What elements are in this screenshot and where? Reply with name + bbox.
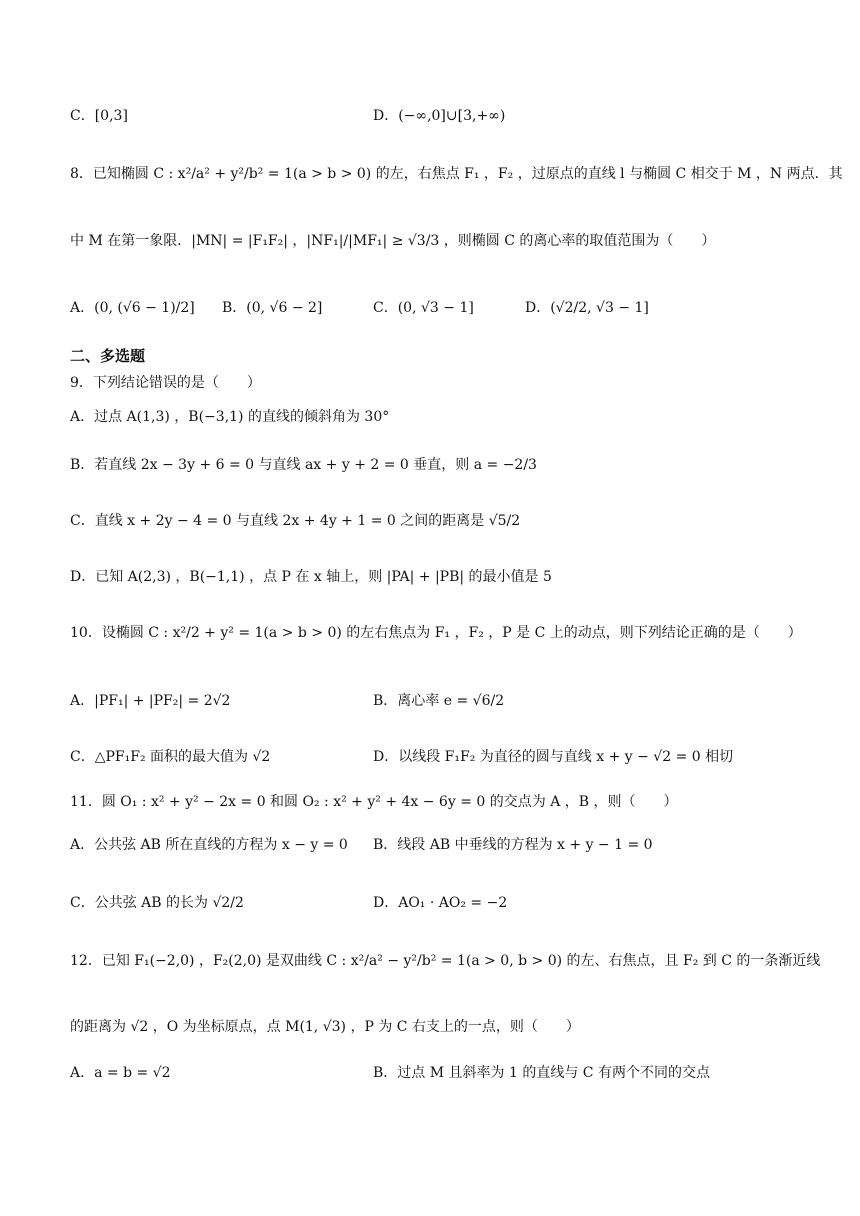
q8-option-a: A．(0, (√6 − 1)/2] [70, 300, 195, 316]
q9-stem: 9．下列结论错误的是（ ） [70, 375, 261, 391]
q12-stem-line2: 的距离为 √2 ，O 为坐标原点，点 M(1, √3) ，P 为 C 右支上的一点，则（ ） [70, 1019, 580, 1035]
q11-option-c: C．公共弦 AB 的长为 √2/2 [70, 895, 244, 911]
q12-option-b: B．过点 M 且斜率为 1 的直线与 C 有两个不同的交点 [373, 1065, 710, 1081]
q9-option-c: C．直线 x + 2y − 4 = 0 与直线 2x + 4y + 1 = 0 之间的距离是 √5/2 [70, 513, 521, 529]
q8-stem-line2: 中 M 在第一象限．|MN| = |F₁F₂| ，|NF₁|/|MF₁| ≥ √3/3 ，则椭圆 C 的离心率的取值范围为（ ） [70, 233, 716, 249]
q8-option-d: D．(√2/2, √3 − 1] [525, 300, 649, 316]
q11-option-a: A．公共弦 AB 所在直线的方程为 x − y = 0 [70, 837, 348, 853]
q11-option-b: B．线段 AB 中垂线的方程为 x + y − 1 = 0 [373, 837, 653, 853]
q11-option-d: D．AO₁ · AO₂ = −2 [373, 895, 508, 911]
q10-stem: 10．设椭圆 C : x²/2 + y² = 1(a > b > 0) 的左右焦点为 F₁ ，F₂ ，P 是 C 上的动点，则下列结论正确的是（ ） [70, 625, 802, 641]
q9-option-a: A．过点 A(1,3) ，B(−3,1) 的直线的倾斜角为 30° [70, 409, 390, 425]
q8-stem-line1: 8．已知椭圆 C : x²/a² + y²/b² = 1(a > b > 0) 的左，右焦点 F₁ ，F₂ ，过原点的直线 l 与椭圆 C 相交于 M ，N 两点．其 [70, 166, 843, 182]
q9-option-b: B．若直线 2x − 3y + 6 = 0 与直线 ax + y + 2 = 0 垂直，则 a = −2/3 [70, 457, 537, 473]
q8-option-c: C．(0, √3 − 1] [373, 300, 474, 316]
q10-option-c: C．△PF₁F₂ 面积的最大值为 √2 [70, 749, 271, 765]
q10-option-a: A．|PF₁| + |PF₂| = 2√2 [70, 693, 231, 709]
q9-option-d: D．已知 A(2,3) ，B(−1,1) ，点 P 在 x 轴上，则 |PA| + |PB| 的最小值是 5 [70, 569, 552, 585]
q10-option-b: B．离心率 e = √6/2 [373, 693, 505, 709]
q10-option-d: D．以线段 F₁F₂ 为直径的圆与直线 x + y − √2 = 0 相切 [373, 749, 734, 765]
q8-option-b: B．(0, √6 − 2] [222, 300, 323, 316]
q7-option-d: D．(−∞,0]∪[3,+∞) [373, 108, 506, 124]
q11-stem: 11．圆 O₁ : x² + y² − 2x = 0 和圆 O₂ : x² + y² + 4x − 6y = 0 的交点为 A ，B ，则（ ） [70, 794, 678, 810]
q7-option-c: C．[0,3] [70, 108, 128, 124]
section-heading-multiple-choice: 二、多选题 [70, 347, 146, 365]
q12-stem-line1: 12．已知 F₁(−2,0) ，F₂(2,0) 是双曲线 C : x²/a² − y²/b² = 1(a > 0, b > 0) 的左、右焦点，且 F₂ 到 C 的一条渐近线 [70, 953, 821, 969]
q12-option-a: A．a = b = √2 [70, 1065, 171, 1081]
